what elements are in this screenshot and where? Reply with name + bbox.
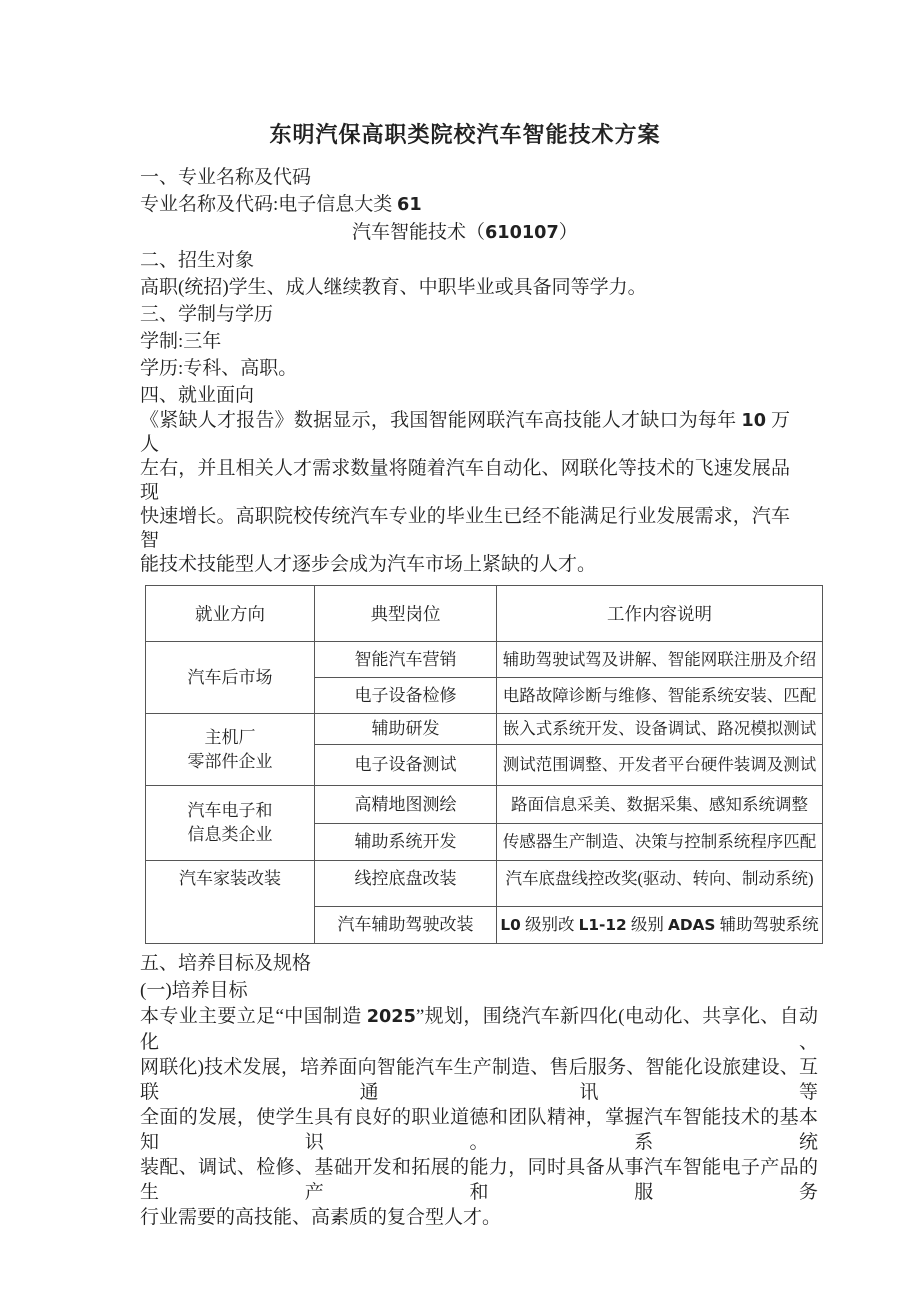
direction-label: 信息类企业 (187, 825, 273, 844)
post-cell: 智能汽车营销 (315, 642, 497, 678)
paragraph-line: 左右，并且相关人才需求数量将随着汽车自动化、网联化等技术的飞速发展品现 (140, 458, 790, 503)
table-row (146, 861, 823, 907)
section4-paragraph (140, 409, 790, 577)
section2-heading: 二、招生对象 (140, 250, 255, 271)
header-cell-post: 典型岗位 (315, 586, 497, 642)
table-header-row (146, 586, 823, 642)
section3-heading: 三、学制与学历 (140, 304, 274, 325)
paragraph-line: 本专业主要立足“中国制造 2025”规划，围绕汽车新四化(电动化、共享化、自动化、 (140, 1006, 818, 1053)
paragraph-line: 能技术技能型人才逐步会成为汽车市场上紧缺的人才。 (140, 554, 597, 575)
desc-cell: 嵌入式系统开发、设备调试、路况模拟测试 (497, 714, 823, 745)
section3-degree-line: 学历:专科、高职。 (140, 358, 298, 379)
desc-cell: 传感器生产制造、决策与控制系统程序匹配 (497, 824, 823, 861)
desc-cell: 电路故障诊断与维修、智能系统安装、匹配 (497, 678, 823, 714)
post-cell: 线控底盘改装 (315, 861, 497, 907)
post-cell: 辅助研发 (315, 714, 497, 745)
section2-body: 高职(统招)学生、成人继续教育、中职毕业或具备同等学力。 (140, 277, 647, 298)
direction-cell (146, 786, 315, 861)
section1-heading: 一、专业名称及代码 (140, 167, 312, 188)
desc-cell: 路面信息采美、数据采集、感知系统调整 (497, 786, 823, 824)
post-cell: 高精地图测绘 (315, 786, 497, 824)
paragraph-line: 网联化)技术发展，培养面向智能汽车生产制造、售后服务、智能化设旅建设、互联通讯等 (140, 1057, 818, 1103)
section5-subheading: (一)培养目标 (140, 980, 248, 1001)
header-cell-description: 工作内容说明 (497, 586, 823, 642)
header-cell-direction: 就业方向 (146, 586, 315, 642)
desc-cell: 测试范围调整、开发者平台硬件装调及测试 (497, 745, 823, 786)
desc-cell: 辅助驾驶试驾及讲解、智能网联注册及介绍 (497, 642, 823, 678)
direction-label: 零部件企业 (187, 751, 273, 771)
direction-label: 主机厂 (204, 727, 256, 747)
post-cell: 电子设备检修 (315, 678, 497, 714)
direction-cell (146, 714, 315, 786)
section3-duration-line: 学制:三年 (140, 331, 222, 352)
table-row (146, 642, 823, 678)
paragraph-line: 《紧缺人才报告》数据显示，我国智能网联汽车高技能人才缺口为每年 10 万人 (140, 410, 790, 455)
desc-cell: L0 级别改 L1-12 级别 ADAS 辅助驾驶系统 (497, 907, 823, 944)
section1-major-line: 汽车智能技术（610107） (352, 222, 578, 243)
desc-cell: 汽车底盘线控改奖(驱动、转向、制动系统) (497, 861, 823, 907)
section4-heading: 四、就业面向 (140, 385, 255, 406)
paragraph-line: 行业需要的高技能、高素质的复合型人才。 (140, 1207, 502, 1228)
table-row (146, 786, 823, 824)
paragraph-line: 装配、调试、检修、基础开发和拓展的能力，同时具备从事汽车智能电子产品的生产和服务 (140, 1157, 818, 1203)
post-cell: 电子设备测试 (315, 745, 497, 786)
direction-label: 汽车家装改装 (179, 869, 281, 888)
section5-heading: 五、培养目标及规格 (140, 953, 312, 974)
table-row (146, 714, 823, 745)
direction-label: 汽车后市场 (187, 667, 273, 687)
direction-cell (146, 861, 315, 944)
page-title: 东明汽保高职类院校汽车智能技术方案 (269, 122, 661, 147)
paragraph-line: 全面的发展，使学生具有良好的职业道德和团队精神，掌握汽车智能技术的基本知识。系统 (140, 1107, 818, 1153)
post-cell: 汽车辅助驾驶改装 (315, 907, 497, 944)
paragraph-line: 快速增长。高职院校传统汽车专业的毕业生已经不能满足行业发展需求，汽车智 (140, 506, 790, 551)
section5-paragraph (140, 1004, 818, 1230)
section1-code-line: 专业名称及代码:电子信息大类 61 (140, 194, 422, 215)
employment-table (145, 585, 823, 944)
post-cell: 辅助系统开发 (315, 824, 497, 861)
direction-cell (146, 642, 315, 714)
direction-label: 汽车电子和 (187, 801, 273, 820)
